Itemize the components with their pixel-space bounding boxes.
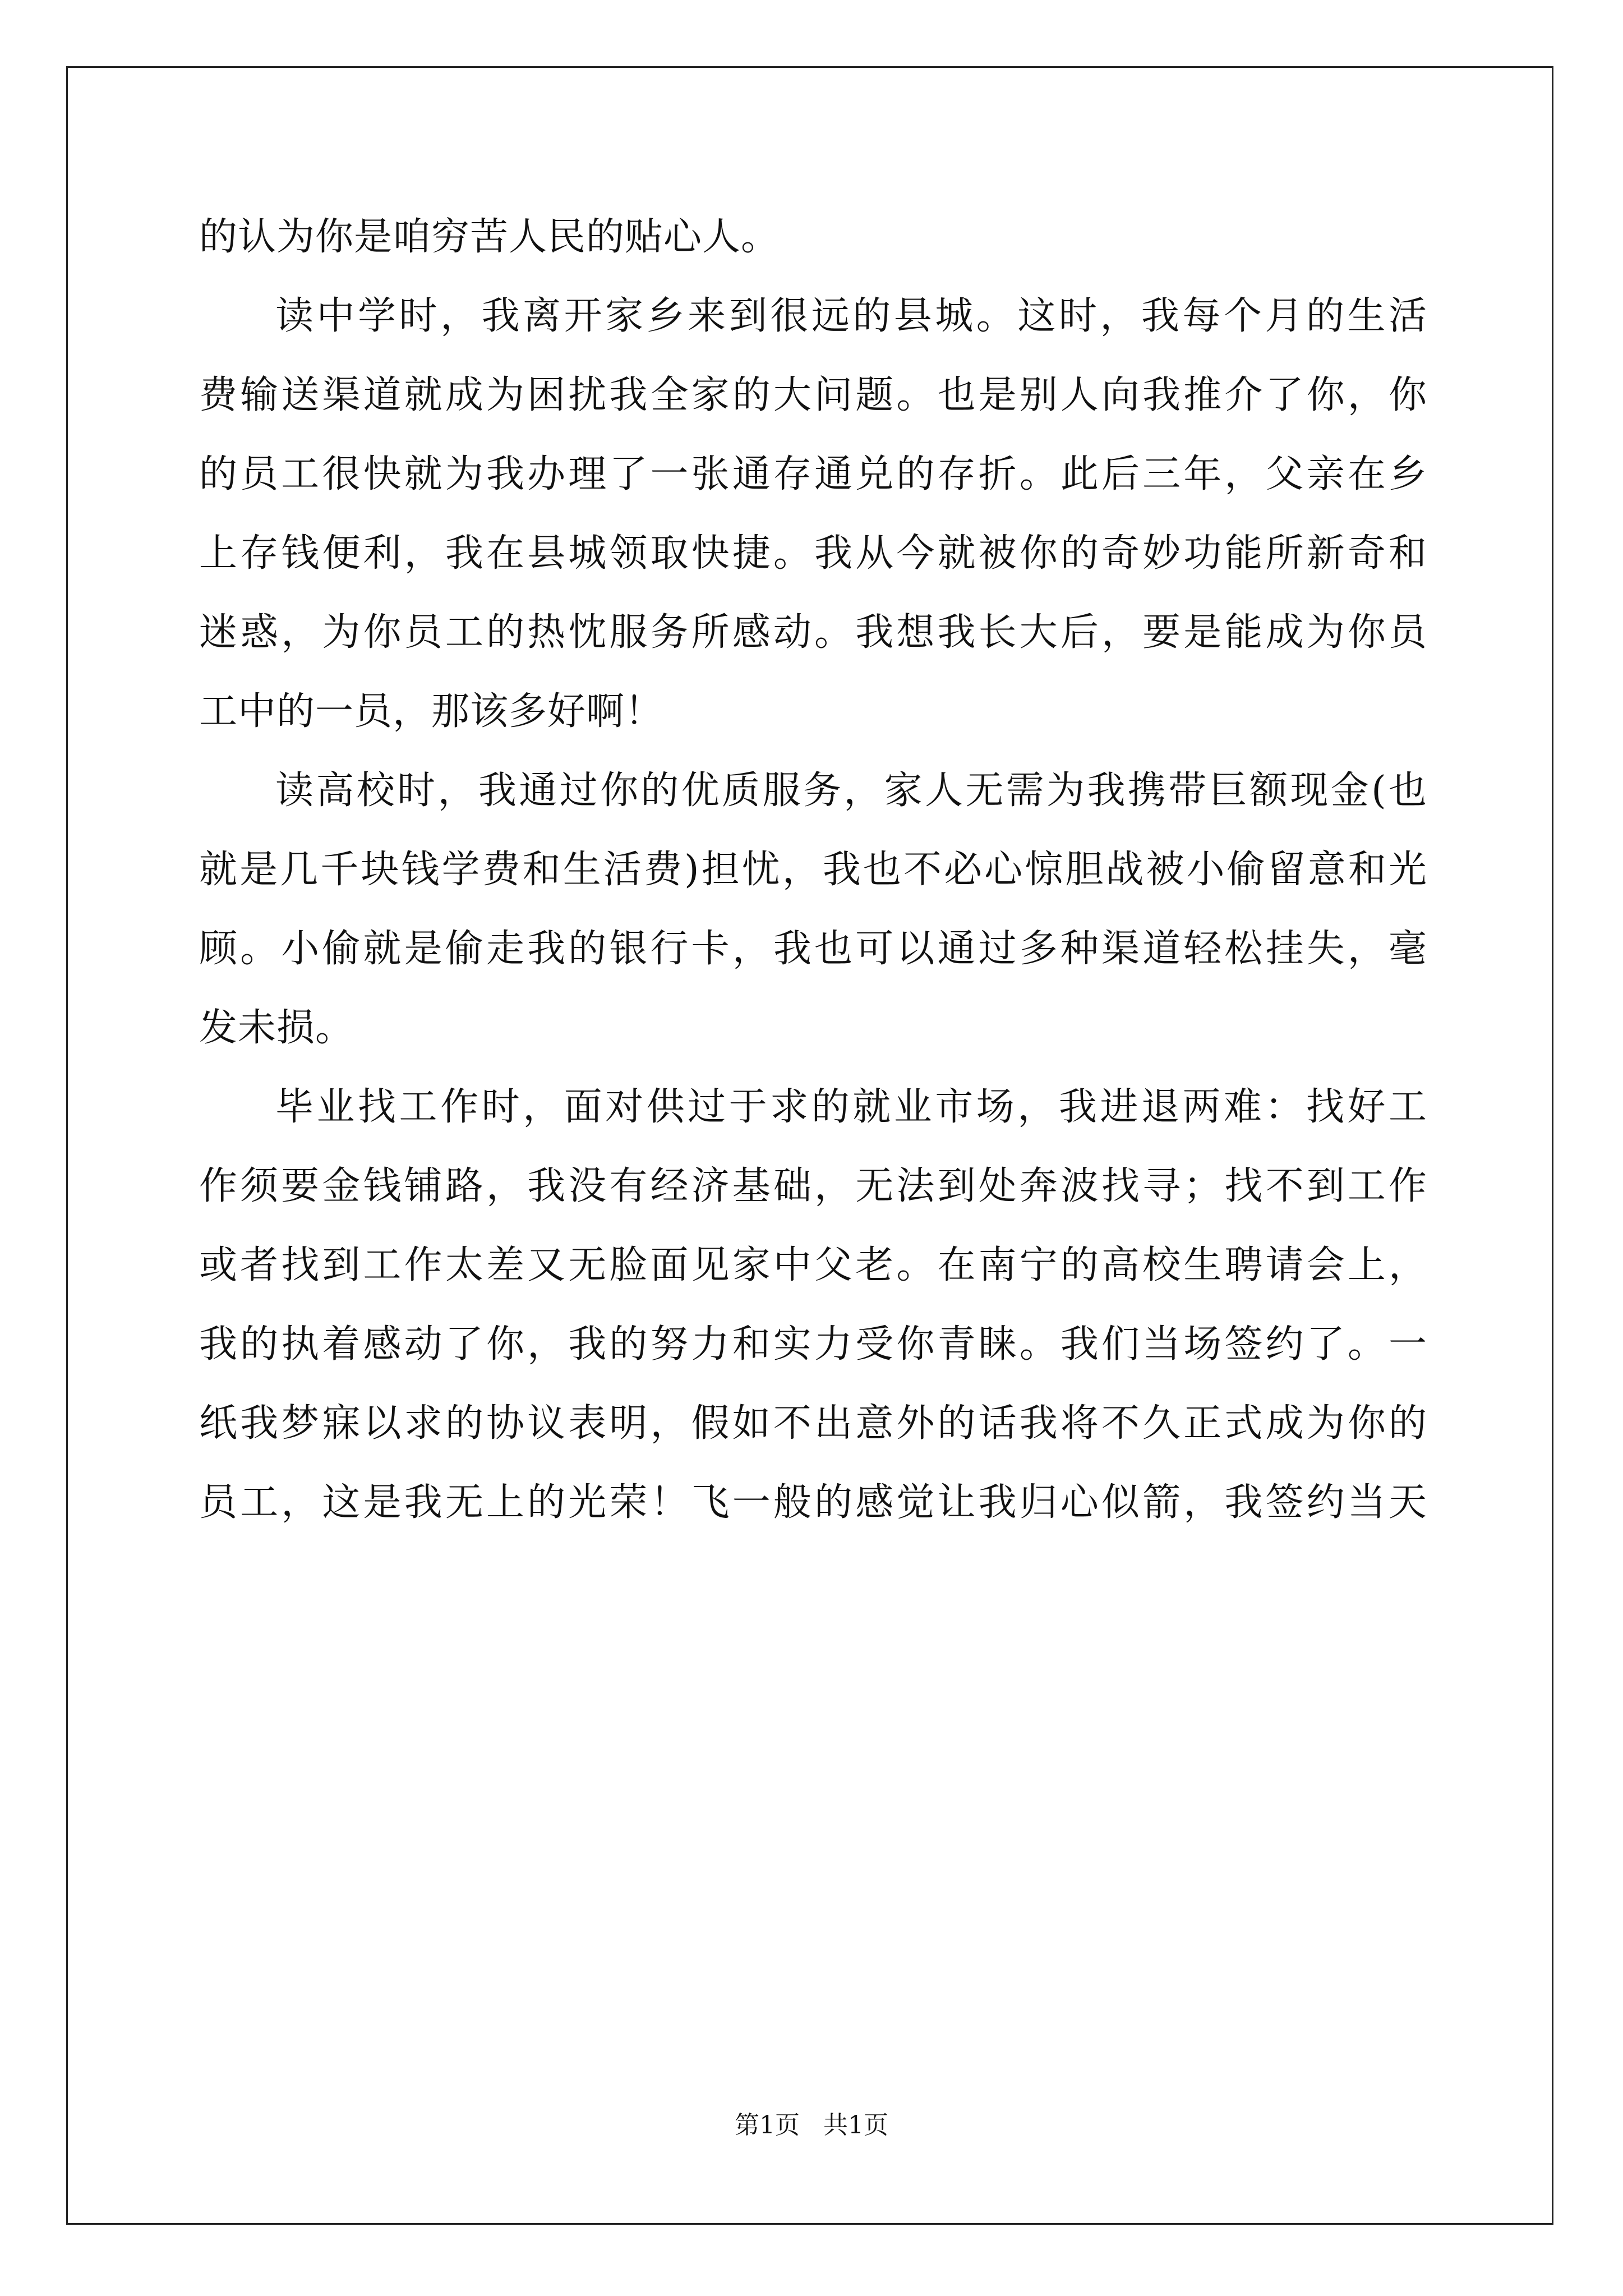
text-line: 迷惑，为你员工的热忱服务所感动。我想我长大后，要是能成为你员 [199,610,1427,655]
text-line: 的员工很快就为我办理了一张通存通兑的存折。此后三年，父亲在乡 [199,452,1427,496]
text-line: 纸我梦寐以求的协议表明，假如不出意外的话我将不久正式成为你的 [199,1401,1427,1446]
text-line: 的认为你是咱穷苦人民的贴心人。 [199,215,780,259]
text-line: 工中的一员，那该多好啊！ [199,689,664,734]
text-line: 或者找到工作太差又无脸面见家中父老。在南宁的高校生聘请会上， [199,1243,1427,1287]
text-line: 读中学时，我离开家乡来到很远的县城。这时，我每个月的生活 [275,294,1427,338]
text-line: 我的执着感动了你，我的努力和实力受你青睐。我们当场签约了。一 [199,1322,1427,1366]
text-line: 上存钱便利，我在县城领取快捷。我从今就被你的奇妙功能所新奇和 [199,531,1427,576]
text-line: 就是几千块钱学费和生活费)担忧，我也不必心惊胆战被小偷留意和光 [199,848,1427,892]
page-number-footer: 第1页 共1页 [735,2111,888,2139]
text-line: 读高校时，我通过你的优质服务，家人无需为我携带巨额现金(也 [275,769,1427,813]
text-line: 费输送渠道就成为困扰我全家的大问题。也是别人向我推介了你，你 [199,373,1427,417]
document-body [199,197,1427,1542]
text-line: 作须要金钱铺路，我没有经济基础，无法到处奔波找寻；找不到工作 [199,1164,1427,1208]
text-line: 发未损。 [199,1006,354,1050]
text-line: 员工，这是我无上的光荣！飞一般的感觉让我归心似箭，我签约当天 [199,1480,1427,1525]
text-line: 毕业找工作时，面对供过于求的就业市场，我进退两难：找好工 [275,1085,1427,1129]
text-line: 顾。小偷就是偷走我的银行卡，我也可以通过多种渠道轻松挂失，毫 [199,927,1427,971]
